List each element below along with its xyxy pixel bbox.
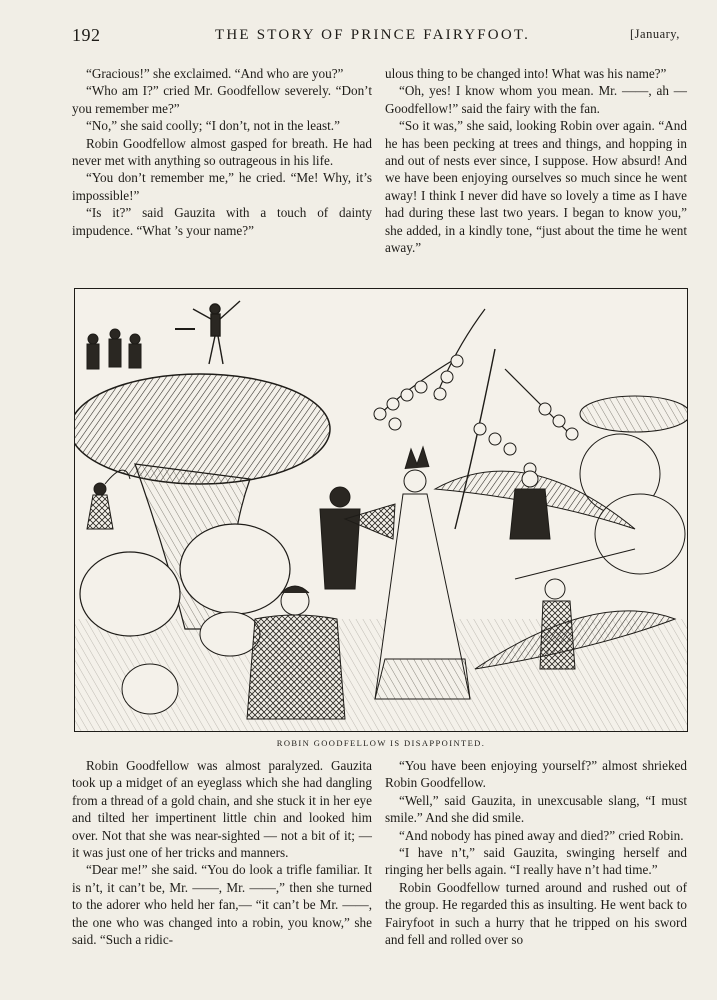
illustration <box>74 288 688 732</box>
page-number: 192 <box>72 25 101 45</box>
text-column-top-right <box>385 65 687 256</box>
flower-stem <box>435 309 485 399</box>
text-column-bottom-right <box>385 757 687 948</box>
boulder <box>200 612 260 656</box>
paragraph: ulous thing to be changed into! What was his name?” <box>385 66 667 81</box>
illustration-caption: ROBIN GOODFELLOW IS DISAPPOINTED. <box>276 738 486 748</box>
fan-holder-figure <box>320 487 395 589</box>
text-column-bottom-left <box>72 757 372 948</box>
conductor-figure <box>175 301 240 364</box>
running-title: THE STORY OF PRINCE FAIRYFOOT. <box>215 27 531 43</box>
text-column-top-left <box>72 65 372 239</box>
paragraph: Robin Goodfellow was almost paralyzed. Gauzita took up a midget of an eyeglass which she had dangling from a thread of a gold chain, and she stuck it in her eye and tilted her impertinent little chin and looked him over. Not that she was near-sighted — not a bit of it; — it was just one of her tricks and manners. <box>72 758 372 861</box>
boulder <box>122 664 178 714</box>
paragraph: Robin Goodfellow almost gasped for breath. He had never met with anything so outrageous in his life. <box>72 135 372 169</box>
flower-stem <box>505 369 575 439</box>
paragraph: “Gracious!” she exclaimed. “And who are you?” <box>86 66 344 81</box>
paragraph: “You have been enjoying yourself?” almost shrieked Robin Goodfellow. <box>385 758 687 791</box>
paragraph: Robin Goodfellow turned around and rushed out of the group. He regarded this as insulting. He went back to Fairyfoot in such a hurry that he tripped on his sword and fell and rolled over so <box>385 879 687 948</box>
paragraph: “You don’t remember me,” he cried. “Me! Why, it’s impossible!” <box>72 170 372 203</box>
illustration-drawing <box>75 289 687 731</box>
big-mushroom-cap <box>75 374 330 484</box>
paragraph: “I have n’t,” said Gauzita, swinging herself and ringing her bells again. “I really have n’t had time.” <box>385 845 687 878</box>
bell-flowers <box>374 355 578 475</box>
musicians-figures <box>87 329 141 369</box>
small-mushroom-cap <box>580 396 687 432</box>
boulder <box>595 494 685 574</box>
issue-month: [January, <box>630 27 680 41</box>
paragraph: “And nobody has pined away and died?” cried Robin. <box>399 827 684 843</box>
paragraph: “Dear me!” she said. “You do look a trifle familiar. It is n’t, it can’t be, Mr. ——, Mr. ——,” then she turned to the adorer who held her fan,— “it can’t be Mr. ——, the one who was changed into a robin, you know,” she said. “Such a ridic- <box>72 862 372 948</box>
paragraph: “No,” she said coolly; “I don’t, not in the least.” <box>86 118 340 134</box>
paragraph: “Who am I?” cried Mr. Goodfellow severely. “Don’t you remember me?” <box>72 83 372 116</box>
boulder <box>180 524 290 614</box>
paragraph: “Is it?” said Gauzita with a touch of dainty impudence. “What ’s your name?” <box>72 205 372 238</box>
boulder <box>80 552 180 636</box>
small-fairy-figure <box>87 470 130 529</box>
paragraph: “So it was,” she said, looking Robin over again. “And he has been pecking at trees and things, and hopping in and out of nests ever since, I suppose. How absurd! And we have been enjoying ourselves so much since he went away! I think I never did have so lovely a time as I have had during these last two years. I began to know you,” she added, in a kindly tone, “just about the time he went away.” <box>385 118 687 256</box>
paragraph: “Oh, yes! I know whom you mean. Mr. ——, ah — Goodfellow!” said the fairy with the fan. <box>385 83 687 116</box>
paragraph: “Well,” said Gauzita, in unexcusable slang, “I must smile.” And she did smile. <box>385 792 687 826</box>
